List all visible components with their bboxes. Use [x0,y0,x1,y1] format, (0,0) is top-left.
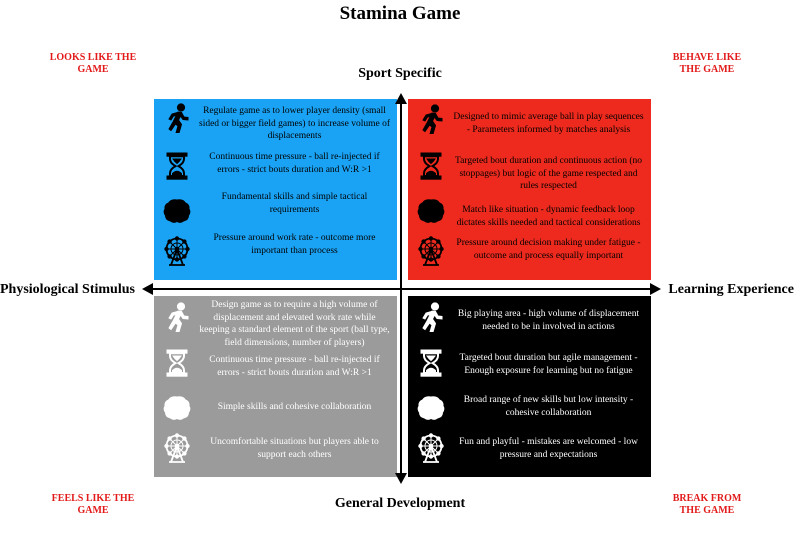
quadrant-bottom-right [408,296,651,477]
quadrant-item-text: Big playing area - high volume of displacement needed to be in involved in actions [457,309,640,332]
runner-icon [416,104,446,134]
diagram-title: Stamina Game [339,3,461,24]
axis-label-top: Sport Specific [358,66,442,81]
runner-icon [416,302,446,332]
quadrant-item-text: Pressure around work rate - outcome more important than process [213,233,376,256]
quadrant-item-text: Fun and playful - mistakes are welcomed - low pressure and expectations [459,437,638,460]
brain-icon [162,196,192,226]
quadrant-item-text: Designed to mimic average ball in play sequences - Parameters informed by matches analysis [453,112,644,135]
quadrant-item-text: Continuous time pressure - ball re-injected if errors - strict bouts duration and W:R >1 [209,152,380,175]
brain-icon [416,196,446,226]
brain-icon [416,393,446,423]
hourglass-icon [416,348,446,378]
quadrant-top-right [408,99,651,280]
quadrant-item-text: Design game as to require a high volume of displacement and elevated work rate while keeping a standard element of the sport (ball type, field dimensions, number of players) [199,300,390,348]
quadrant-item-text: Regulate game as to lower player density (small sided or bigger field games) to increase volume of displacements [199,106,390,141]
quadrant-item-text: Uncomfortable situations but players able to support each others [210,437,379,460]
quadrant-item-text: Targeted bout duration but agile management - Enough exposure for learning but no fatigue [459,353,638,376]
quadrant-item-text: Simple skills and cohesive collaboration [217,402,372,412]
axis-label-right: Learning Experience [668,282,794,297]
arrow-up-icon [394,93,408,105]
ferris-wheel-icon [416,433,446,463]
axis-label-left: Physiological Stimulus [0,282,135,297]
corner-label-bottom-left: FEELS LIKE THE GAME [51,493,135,516]
arrow-down-icon [394,472,408,484]
quadrant-item-text: Continuous time pressure - ball re-injected if errors - strict bouts duration and W:R >1 [209,355,380,378]
arrow-left-icon [142,282,154,296]
hourglass-icon [162,348,192,378]
brain-icon [162,393,192,423]
quadrant-item-text: Match like situation - dynamic feedback loop dictates skills needed and tactical considerations [456,205,641,228]
axis-label-bottom: General Development [334,496,466,511]
hourglass-icon [416,151,446,181]
quadrant-item-text: Fundamental skills and simple tactical requirements [221,192,368,215]
arrow-right-icon [649,282,661,296]
quadrant-top-left [154,99,397,280]
horizontal-axis-line [149,288,653,290]
quadrant-item-text: Broad range of new skills but low intensity - cohesive collaboration [463,395,634,418]
ferris-wheel-icon [416,236,446,266]
hourglass-icon [162,151,192,181]
runner-icon [162,302,192,332]
quadrant-bottom-left [154,296,397,477]
corner-label-bottom-right: BREAK FROM THE GAME [672,493,742,516]
ferris-wheel-icon [162,433,192,463]
corner-label-top-right: BEHAVE LIKE THE GAME [672,52,742,75]
quadrant-item-text: Pressure around decision making under fatigue - outcome and process equally important [456,238,641,261]
corner-label-top-left: LOOKS LIKE THE GAME [49,52,137,75]
runner-icon [162,103,192,133]
ferris-wheel-icon [162,236,192,266]
quadrant-item-text: Targeted bout duration and continuous action (no stoppages) but logic of the game respected and rules respected [454,156,642,191]
